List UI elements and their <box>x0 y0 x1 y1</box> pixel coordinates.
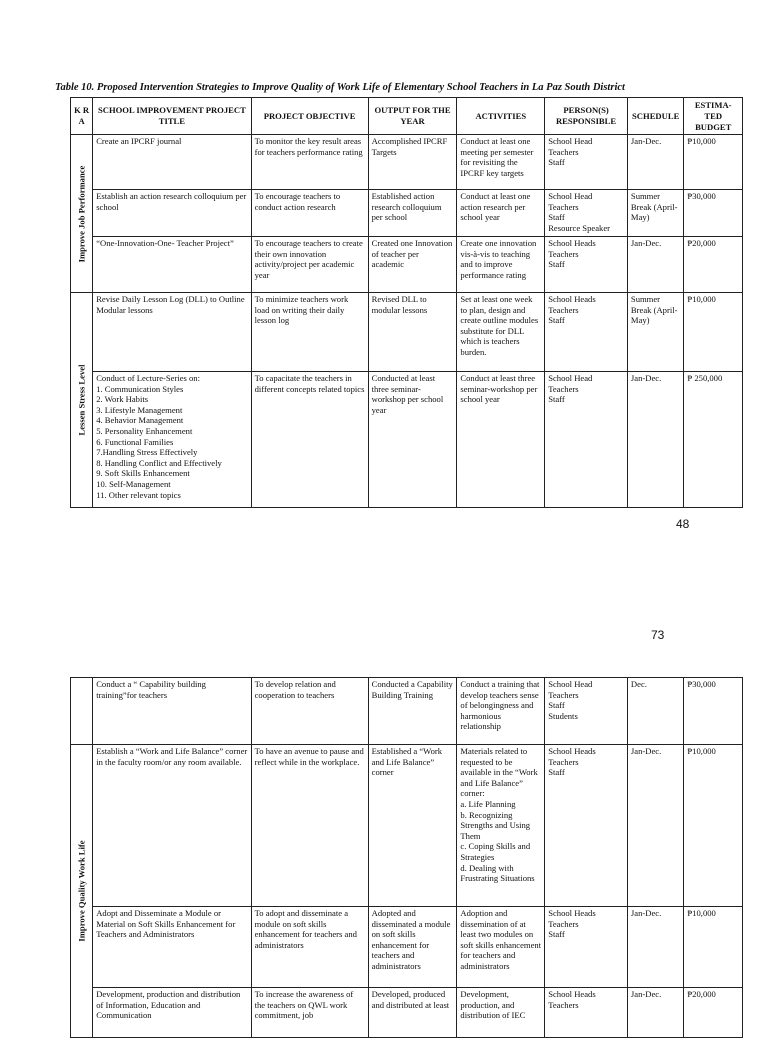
cell-budget: ₱20,000 <box>684 988 743 1038</box>
cell-persons: School Head Teachers Staff <box>545 372 628 508</box>
cell-schedule: Summer Break (April-May) <box>627 190 684 237</box>
intervention-table-part-1 <box>70 97 743 508</box>
cell-budget: ₱10,000 <box>684 907 743 988</box>
cell-budget: ₱30,000 <box>684 190 743 237</box>
table-row <box>71 678 743 745</box>
header-kra: K R A <box>71 98 93 135</box>
cell-budget: ₱10,000 <box>684 745 743 907</box>
table-row <box>71 293 743 372</box>
cell-persons: School Heads Teachers Staff <box>545 907 628 988</box>
cell-title: Conduct a “ Capability building training”for teachers <box>93 678 251 745</box>
cell-objective: To monitor the key result areas for teachers performance rating <box>251 135 368 190</box>
cell-activities: Conduct at least one action research per school year <box>457 190 545 237</box>
cell-persons: School Head Teachers Staff <box>545 135 628 190</box>
list-item: 11. Other relevant topics <box>96 489 181 500</box>
header-budget: ESTIMA-TED BUDGET <box>684 98 743 135</box>
cell-title: Adopt and Disseminate a Module or Material on Soft Skills Enhancement for Teachers and Administrators <box>93 907 251 988</box>
kra-cell-empty <box>71 678 93 745</box>
cell-output: Established action research colloquium per school <box>368 190 457 237</box>
cell-schedule: Dec. <box>627 678 684 745</box>
cell-schedule: Jan-Dec. <box>627 237 684 293</box>
cell-persons: School Heads Teachers Staff <box>545 293 628 372</box>
cell-activities: Development, production, and distribution of IEC <box>457 988 545 1038</box>
list-item: 9. Soft Skills Enhancement <box>96 468 190 479</box>
cell-activities: Conduct at least one meeting per semester for revisiting the IPCRF key targets <box>457 135 545 190</box>
cell-budget: ₱20,000 <box>684 237 743 293</box>
table-row <box>71 988 743 1038</box>
cell-output: Established a “Work and Life Balance” corner <box>368 745 457 907</box>
list-item: 5. Personality Enhancement <box>96 425 193 436</box>
cell-objective: To capacitate the teachers in different concepts related topics <box>251 372 368 508</box>
cell-activities: Create one innovation vis-à-vis to teaching and to improve performance rating <box>457 237 545 293</box>
cell-output: Accomplished IPCRF Targets <box>368 135 457 190</box>
table-row <box>71 907 743 988</box>
cell-objective: To encourage teachers to create their own innovation activity/project per academic year <box>251 237 368 293</box>
cell-schedule: Jan-Dec. <box>627 745 684 907</box>
header-activities: ACTIVITIES <box>457 98 545 135</box>
header-row <box>71 98 743 135</box>
kra-cell-stress <box>71 293 93 508</box>
list-item: 1. Communication Styles <box>96 383 184 394</box>
cell-persons: School Head Teachers Staff Resource Speaker <box>545 190 628 237</box>
cell-schedule: Jan-Dec. <box>627 372 684 508</box>
cell-persons: School Heads Teachers <box>545 988 628 1038</box>
cell-schedule: Jan-Dec. <box>627 988 684 1038</box>
kra-label: Lessen Stress Level <box>76 364 87 436</box>
table-row <box>71 190 743 237</box>
table-row <box>71 745 743 907</box>
cell-output: Created one Innovation of teacher per academic <box>368 237 457 293</box>
cell-title: “One-Innovation-One- Teacher Project” <box>93 237 251 293</box>
page-number: 73 <box>651 628 665 642</box>
cell-objective: To increase the awareness of the teachers on QWL work commitment, job <box>251 988 368 1038</box>
cell-objective: To develop relation and cooperation to teachers <box>251 678 368 745</box>
kra-label: Improve Quality Work Life <box>76 840 87 942</box>
cell-objective: To have an avenue to pause and reflect while in the workplace. <box>251 745 368 907</box>
cell-persons: School Heads Teachers Staff <box>545 237 628 293</box>
kra-cell-job <box>71 135 93 293</box>
cell-title: Development, production and distribution of Information, Education and Communication <box>93 988 251 1038</box>
cell-output: Adopted and disseminated a module on soft skills enhancement for teachers and administrators <box>368 907 457 988</box>
list-item: 10. Self-Management <box>96 478 171 489</box>
header-objective: PROJECT OBJECTIVE <box>251 98 368 135</box>
cell-budget: ₱ 250,000 <box>684 372 743 508</box>
table-row <box>71 135 743 190</box>
cell-output: Conducted a Capability Building Training <box>368 678 457 745</box>
cell-title <box>93 372 251 508</box>
cell-output: Revised DLL to modular lessons <box>368 293 457 372</box>
lecture-topics-list <box>96 384 247 501</box>
cell-activities: Set at least one week to plan, design and create outline modules substitute for DLL which is teachers burden. <box>457 293 545 372</box>
kra-cell-qwl <box>71 745 93 1038</box>
header-output: OUTPUT FOR THE YEAR <box>368 98 457 135</box>
cell-activities: Materials related to requested to be available in the “Work and Life Balance” corner: a. Life Planning b. Recognizing Strengths and Using Them c. Coping Skills and Strategies d. Dealing with Frustrating Situations <box>457 745 545 907</box>
cell-budget: ₱10,000 <box>684 135 743 190</box>
kra-label: Improve Job Performance <box>76 165 87 262</box>
cell-title: Establish a “Work and Life Balance” corner in the faculty room/or any room available. <box>93 745 251 907</box>
header-title: SCHOOL IMPROVEMENT PROJECT TITLE <box>93 98 251 135</box>
list-item: 2. Work Habits <box>96 394 149 405</box>
intervention-table-part-2 <box>70 677 743 1038</box>
cell-output: Developed, produced and distributed at least <box>368 988 457 1038</box>
header-persons: PERSON(S) RESPONSIBLE <box>545 98 628 135</box>
list-item: 7.Handling Stress Effectively <box>96 447 198 458</box>
cell-persons: School Head Teachers Staff Students <box>545 678 628 745</box>
cell-activities: Adoption and dissemination of at least two modules on soft skills enhancement for teachers and administrators <box>457 907 545 988</box>
table-row <box>71 372 743 508</box>
cell-schedule: Summer Break (April-May) <box>627 293 684 372</box>
page-number: 48 <box>676 517 690 531</box>
list-item: 4. Behavior Management <box>96 415 184 426</box>
cell-activities: Conduct a training that develop teachers sense of belongingness and harmonious relationship <box>457 678 545 745</box>
table-row <box>71 237 743 293</box>
cell-schedule: Jan-Dec. <box>627 907 684 988</box>
cell-objective: To encourage teachers to conduct action research <box>251 190 368 237</box>
cell-title: Establish an action research colloquium per school <box>93 190 251 237</box>
lecture-series-title: Conduct of Lecture-Series on: <box>96 373 200 383</box>
cell-output: Conducted at least three seminar-workshop per school year <box>368 372 457 508</box>
cell-persons: School Heads Teachers Staff <box>545 745 628 907</box>
cell-activities: Conduct at least three seminar-workshop per school year <box>457 372 545 508</box>
cell-budget: ₱10,000 <box>684 293 743 372</box>
table-caption: Table 10. Proposed Intervention Strategies to Improve Quality of Work Life of Elementary School Teachers in La Paz South District <box>55 82 625 93</box>
list-item: 3. Lifestyle Management <box>96 404 183 415</box>
cell-schedule: Jan-Dec. <box>627 135 684 190</box>
cell-title: Create an IPCRF journal <box>93 135 251 190</box>
list-item: 8. Handling Conflict and Effectively <box>96 457 222 468</box>
header-schedule: SCHEDULE <box>627 98 684 135</box>
cell-budget: ₱30,000 <box>684 678 743 745</box>
cell-title: Revise Daily Lesson Log (DLL) to Outline Modular lessons <box>93 293 251 372</box>
cell-objective: To adopt and disseminate a module on soft skills enhancement for teachers and administrators <box>251 907 368 988</box>
cell-objective: To minimize teachers work load on writing their daily lesson log <box>251 293 368 372</box>
list-item: 6. Functional Families <box>96 436 174 447</box>
